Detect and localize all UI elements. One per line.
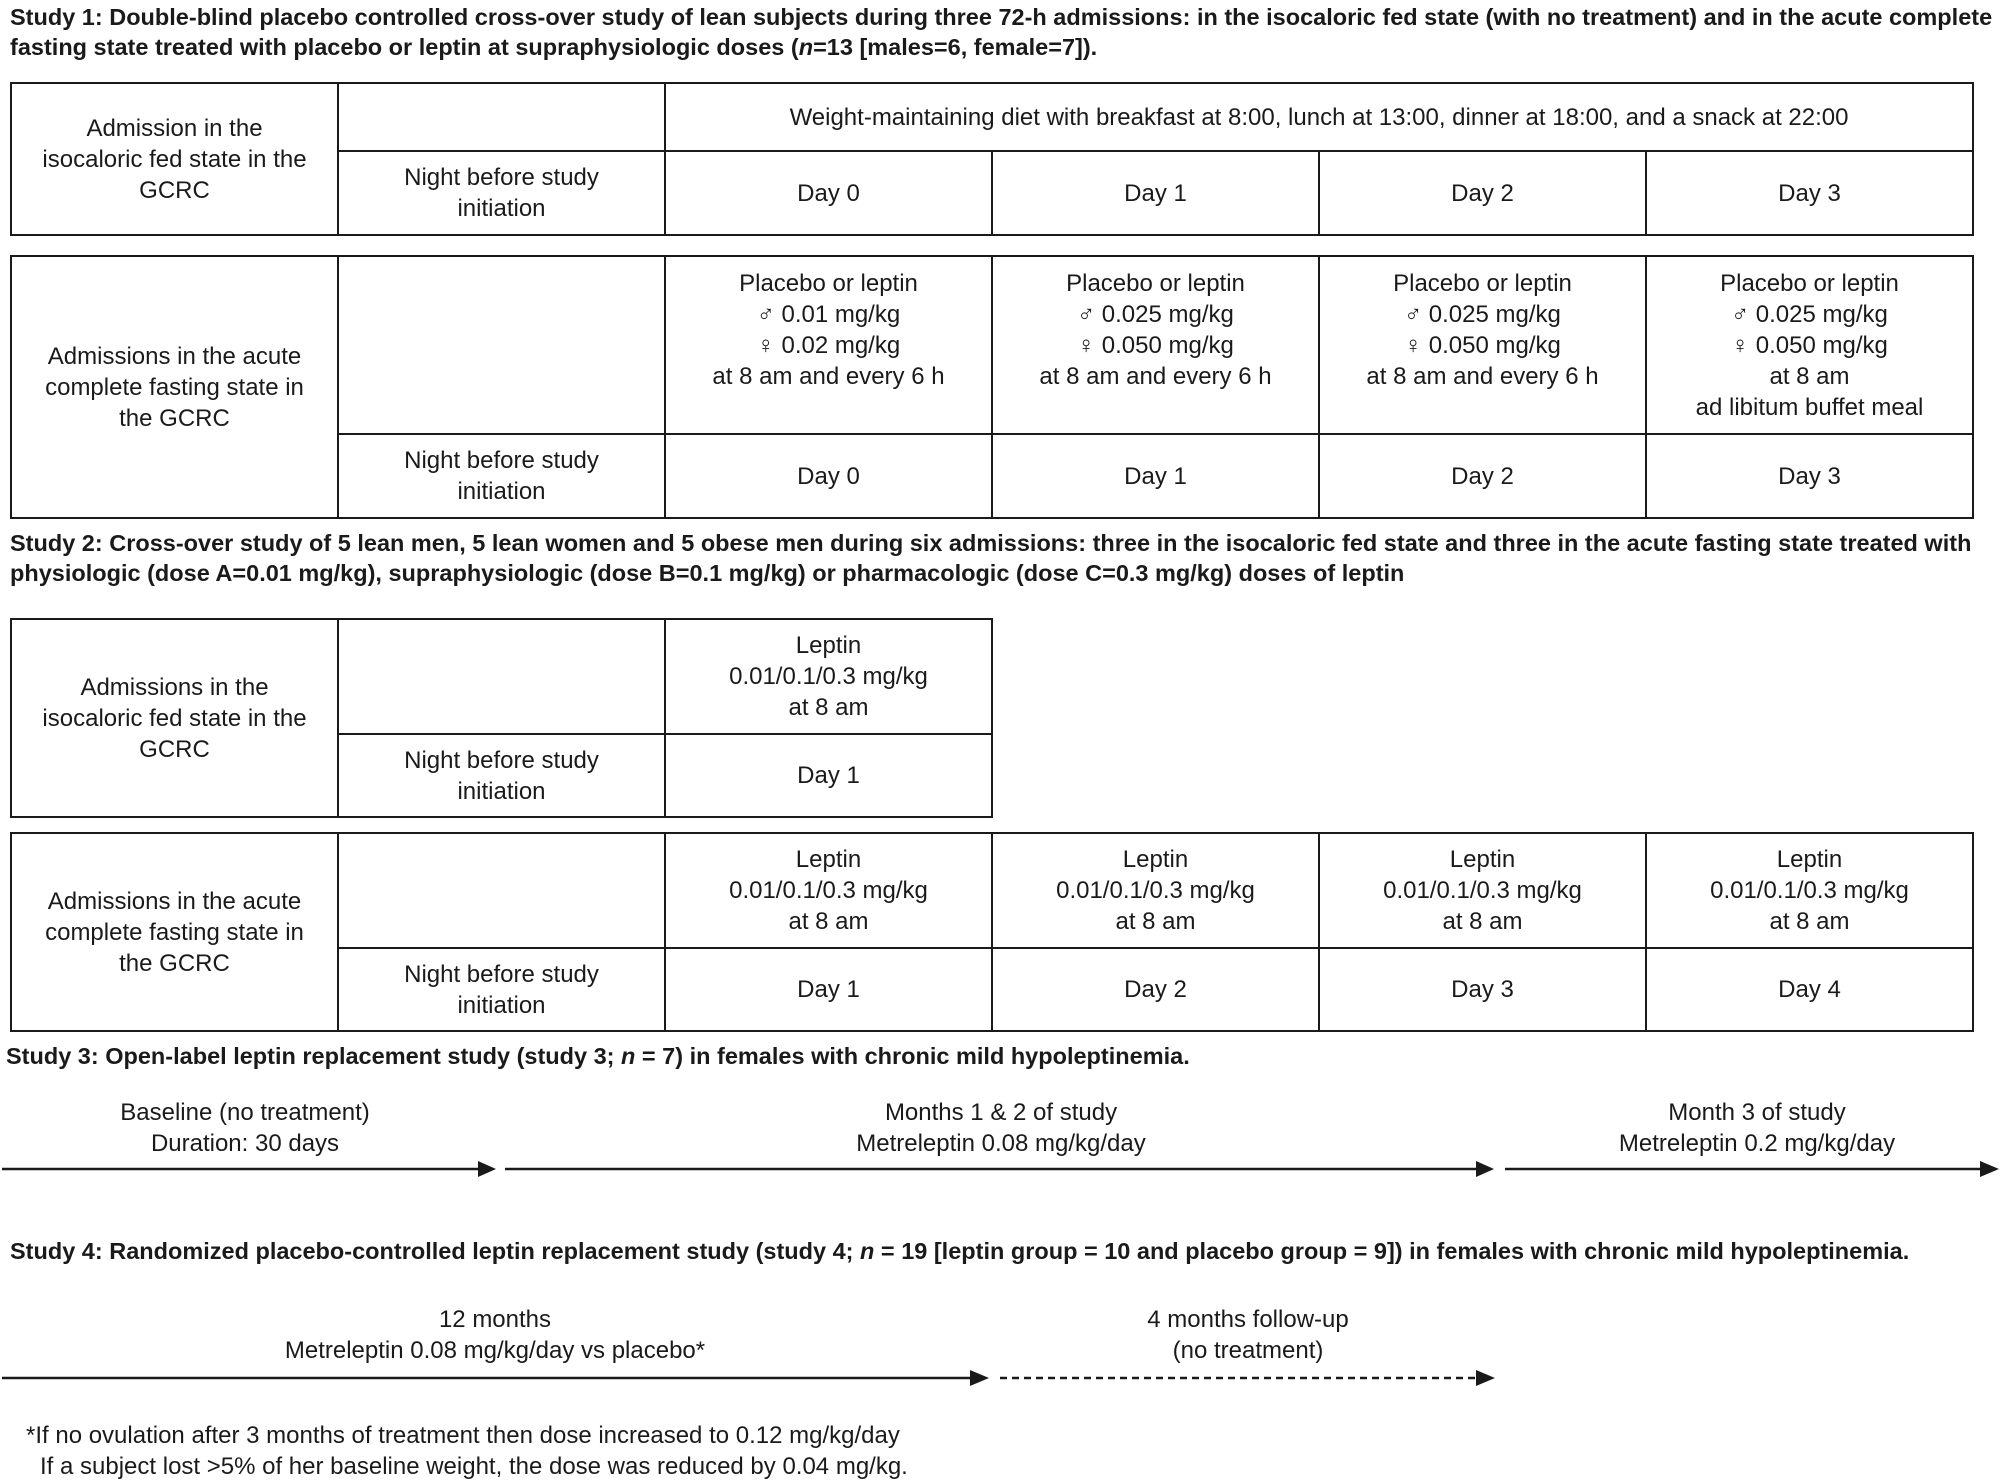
day-cell: Day 1 xyxy=(992,151,1319,235)
study1-fasting-row-label: Admissions in the acute complete fasting state in the GCRC xyxy=(11,256,338,518)
study3-phase-month-3: Month 3 of study Metreleptin 0.2 mg/kg/day xyxy=(1618,1099,1896,1157)
study1-fed-row-label: Admission in the isocaloric fed state in the GCRC xyxy=(11,83,338,235)
dose-cell: Placebo or leptin ♂ 0.025 mg/kg ♀ 0.050 mg/kg at 8 am and every 6 h xyxy=(1319,256,1646,434)
dose-cell: Placebo or leptin ♂ 0.025 mg/kg ♀ 0.050 mg/kg at 8 am and every 6 h xyxy=(992,256,1319,434)
dose-cell: Leptin 0.01/0.1/0.3 mg/kg at 8 am xyxy=(992,833,1319,948)
night-before-cell: Night before study initiation xyxy=(338,151,665,235)
dose-cell: Placebo or leptin ♂ 0.025 mg/kg ♀ 0.050 mg/kg at 8 am ad libitum buffet meal xyxy=(1646,256,1973,434)
day-cell: Day 2 xyxy=(992,948,1319,1031)
night-before-cell: Night before study initiation xyxy=(338,948,665,1031)
day-cell: Day 4 xyxy=(1646,948,1973,1031)
study1-diet-cell: Weight-maintaining diet with breakfast at 8:00, lunch at 13:00, dinner at 18:00, and a snack at 22:00 xyxy=(665,83,1973,151)
study3-phase-months-1-2: Months 1 & 2 of study Metreleptin 0.08 mg/kg/day xyxy=(856,1099,1146,1157)
arrowhead xyxy=(1476,1161,1494,1177)
study3-phase-baseline: Baseline (no treatment) Duration: 30 days xyxy=(120,1099,370,1157)
arrowhead xyxy=(970,1370,989,1386)
study4-footnote-weight: If a subject lost >5% of her baseline weight, the dose was reduced by 0.04 mg/kg. xyxy=(40,1453,908,1480)
day-cell: Day 3 xyxy=(1646,434,1973,518)
day-cell: Day 2 xyxy=(1319,434,1646,518)
arrowhead xyxy=(478,1161,496,1177)
study1-heading: Study 1: Double-blind placebo controlled cross-over study of lean subjects during three 72-h admissions: in the isocaloric fed state (with no treatment) and in the acute complete fasting state treated with placebo or leptin at supraphysiologic doses (n=13 [males=6, female=7]). xyxy=(10,4,1993,60)
dose-cell: Leptin 0.01/0.1/0.3 mg/kg at 8 am xyxy=(665,619,992,734)
study2-fasting-row-label: Admissions in the acute complete fasting state in the GCRC xyxy=(11,833,338,1031)
night-before-cell: Night before study initiation xyxy=(338,434,665,518)
study4-footnote-ovulation: *If no ovulation after 3 months of treatment then dose increased to 0.12 mg/kg/day xyxy=(26,1422,900,1449)
dose-cell: Leptin 0.01/0.1/0.3 mg/kg at 8 am xyxy=(665,833,992,948)
dose-cell: Placebo or leptin ♂ 0.01 mg/kg ♀ 0.02 mg/kg at 8 am and every 6 h xyxy=(665,256,992,434)
day-cell: Day 2 xyxy=(1319,151,1646,235)
day-cell: Day 0 xyxy=(665,151,992,235)
day-cell: Day 3 xyxy=(1319,948,1646,1031)
day-cell: Day 1 xyxy=(665,948,992,1031)
arrowhead xyxy=(1980,1161,1999,1177)
study3-heading: Study 3: Open-label leptin replacement study (study 3; n = 7) in females with chronic mild hypoleptinemia. xyxy=(6,1043,1190,1069)
day-cell: Day 3 xyxy=(1646,151,1973,235)
day-cell: Day 1 xyxy=(665,734,992,817)
dose-cell: Leptin 0.01/0.1/0.3 mg/kg at 8 am xyxy=(1319,833,1646,948)
study2-fed-row-label: Admissions in the isocaloric fed state in the GCRC xyxy=(11,619,338,817)
night-before-cell: Night before study initiation xyxy=(338,734,665,817)
study2-heading: Study 2: Cross-over study of 5 lean men, 5 lean women and 5 obese men during six admissions: three in the isocaloric fed state and three in the acute fasting state treated with physiologic (dose A=0.01 mg/kg), supraphysiologic (dose B=0.1 mg/kg) or pharmacologic (dose C=0.3 mg/kg) doses of leptin xyxy=(10,530,1972,586)
arrowhead xyxy=(1476,1370,1495,1386)
study4-phase-follow-up: 4 months follow-up (no treatment) xyxy=(1147,1306,1349,1364)
day-cell: Day 0 xyxy=(665,434,992,518)
study4-phase-treatment: 12 months Metreleptin 0.08 mg/kg/day vs placebo* xyxy=(284,1306,706,1364)
study4-heading: Study 4: Randomized placebo-controlled leptin replacement study (study 4; n = 19 [leptin group = 10 and placebo group = 9]) in females with chronic mild hypoleptinemia. xyxy=(10,1238,1910,1264)
day-cell: Day 1 xyxy=(992,434,1319,518)
dose-cell: Leptin 0.01/0.1/0.3 mg/kg at 8 am xyxy=(1646,833,1973,948)
